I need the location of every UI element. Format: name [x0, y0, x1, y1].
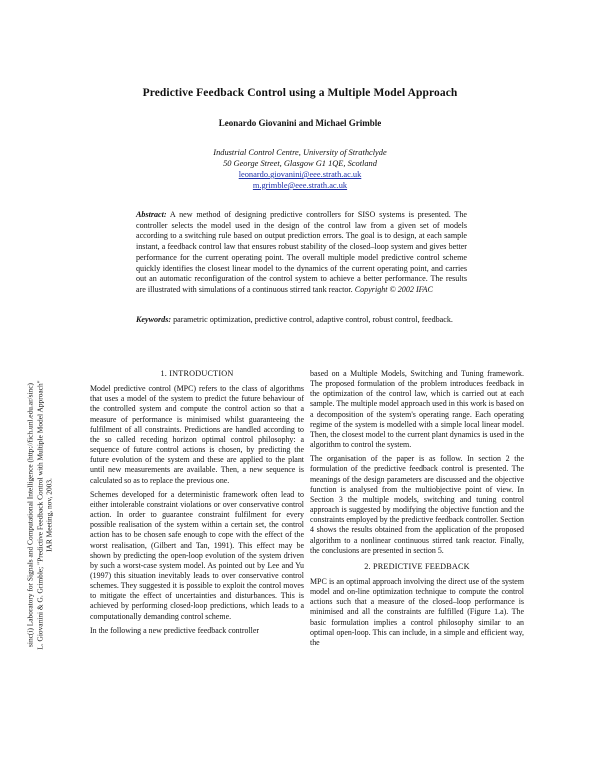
predictive-feedback-paragraph-1: MPC is an optimal approach involving the direct use of the system model and on-line optimization technique to compute the control actions such that a measure of the closed–loop performance is minimised and all the constraints are fulfilled (Figure 1.a). The basic formulation implies a control philosophy similar to an optimal open-loop. This can include, in a simple and efficient way, the: [310, 576, 524, 647]
keywords: [136, 315, 467, 326]
email-link-giovanini[interactable]: leonardo.giovanini@eee.strath.ac.uk: [238, 170, 362, 179]
email-link-grimble[interactable]: m.grimble@eee.strath.ac.uk: [252, 181, 348, 190]
keywords-label: Keywords:: [136, 315, 172, 324]
left-column: [90, 369, 304, 640]
intro-paragraph-4: based on a Multiple Models, Switching and Tuning framework. The proposed formulation of the problem introduces feedback in the optimization of the control law, which is carried out at each sample. The multiple model approach used in this work is based on a decomposition of the system's operating range. Each operating regime of the system is modelled with a simple local linear model. Then, the closest model to the current plant dynamics is used in the algorithm to control the system.: [310, 369, 524, 450]
section-heading-introduction: 1. INTRODUCTION: [160, 369, 234, 378]
keywords-text: parametric optimization, predictive control, adaptive control, robust control, feedback.: [173, 315, 453, 324]
affiliation-line-1: Industrial Control Centre, University of Strathclyde: [213, 148, 387, 157]
affiliation-line-2: 50 George Street, Glasgow G1 1QE, Scotland: [223, 159, 377, 168]
abstract-text: A new method of designing predictive controllers for SISO systems is presented. The controller selects the model used in the design of the control law from a given set of models according to a switching rule based on output prediction errors. The goal is to design, at each sample instant, a feedback control law that ensures robust stability of the closed–loop system and gives better performance for the current operating point. The overall multiple model predictive control scheme quickly identifies the closest linear model to the dynamics of the current operating point, and carries out an automatic reconfiguration of the control system to achieve a better performance. The results are illustrated with simulations of a continuous stirred tank reactor.: [136, 210, 467, 294]
intro-paragraph-3: In the following a new predictive feedback controller: [90, 625, 260, 635]
citation-rotated-text: [26, 335, 55, 695]
abstract-label: Abstract:: [136, 210, 167, 219]
intro-paragraph-5: The organisation of the paper is as follow. In section 2 the formulation of the predictive feedback control is presented. The meanings of the design parameters are discussed and the objective function is analysed from the multiobjective point of view. In Section 3 the multiple models, switching and tuning control approach is suggested by modifying the objective function and the constraints employed by the predictive feedback controller. Section 4 shows the results obtained from the application of the proposed algorithm to a nonlinear continuous stirred tank reactor. Finally, the conclusions are presented in section 5.: [310, 454, 524, 555]
right-column: [310, 369, 524, 652]
citation-line-2: L. Giovanini & G. Grimble; "Predictive Feedback Control with Multiple Model Approach": [35, 380, 45, 650]
intro-paragraph-1: Model predictive control (MPC) refers to the class of algorithms that uses a model of the system to predict the future behaviour of the controlled system and compute the control action so that a measure of performance is minimised whilst guaranteeing the fulfilment of all constraints. Predictions are handled according to the so called receding horizon optimal control philosophy: a sequence of future control actions is chosen, by predicting the future evolution of the system and these are applied to the plant until new measurements are available. Then, a new sequence is calculated so as to replace the previous one.: [90, 384, 304, 485]
left-margin-citation: [0, 0, 80, 776]
citation-line-3: IAR Meeting, nov, 2003.: [44, 478, 54, 552]
section-heading-predictive-feedback: 2. PREDICTIVE FEEDBACK: [364, 561, 470, 571]
copyright-notice: Copyright © 2002 IFAC: [354, 284, 433, 294]
affiliation-block: [0, 147, 600, 191]
paper-authors: Leonardo Giovanini and Michael Grimble: [218, 118, 382, 128]
intro-paragraph-2: Schemes developed for a deterministic framework often lead to either intolerable constraint violations or over conservative control action. In order to guarantee constraint fulfilment for every possible realisation of the system within a certain set, the control action has to be chosen safe enough to cope with the effect of the worst realisation, (Gilbert and Tan, 1991). This effect may be shown by predicting the open-loop evolution of the system driven by such a worst-case system model. As pointed out by Lee and Yu (1997) this situation inevitably leads to over conservative control schemes. They suggested it is possible to exploit the control moves to mitigate the effect of uncertainties and disturbances. This is achieved by performing closed-loop predictions, which leads to a computationally demanding control scheme.: [90, 489, 304, 621]
paper-title: Predictive Feedback Control using a Multiple Model Approach: [142, 87, 458, 99]
citation-line-1: sinc(i) Laboratory for Signals and Computational Intelligence (http://fich.unl.edu.ar/sinc): [25, 383, 35, 647]
abstract: [136, 210, 467, 296]
